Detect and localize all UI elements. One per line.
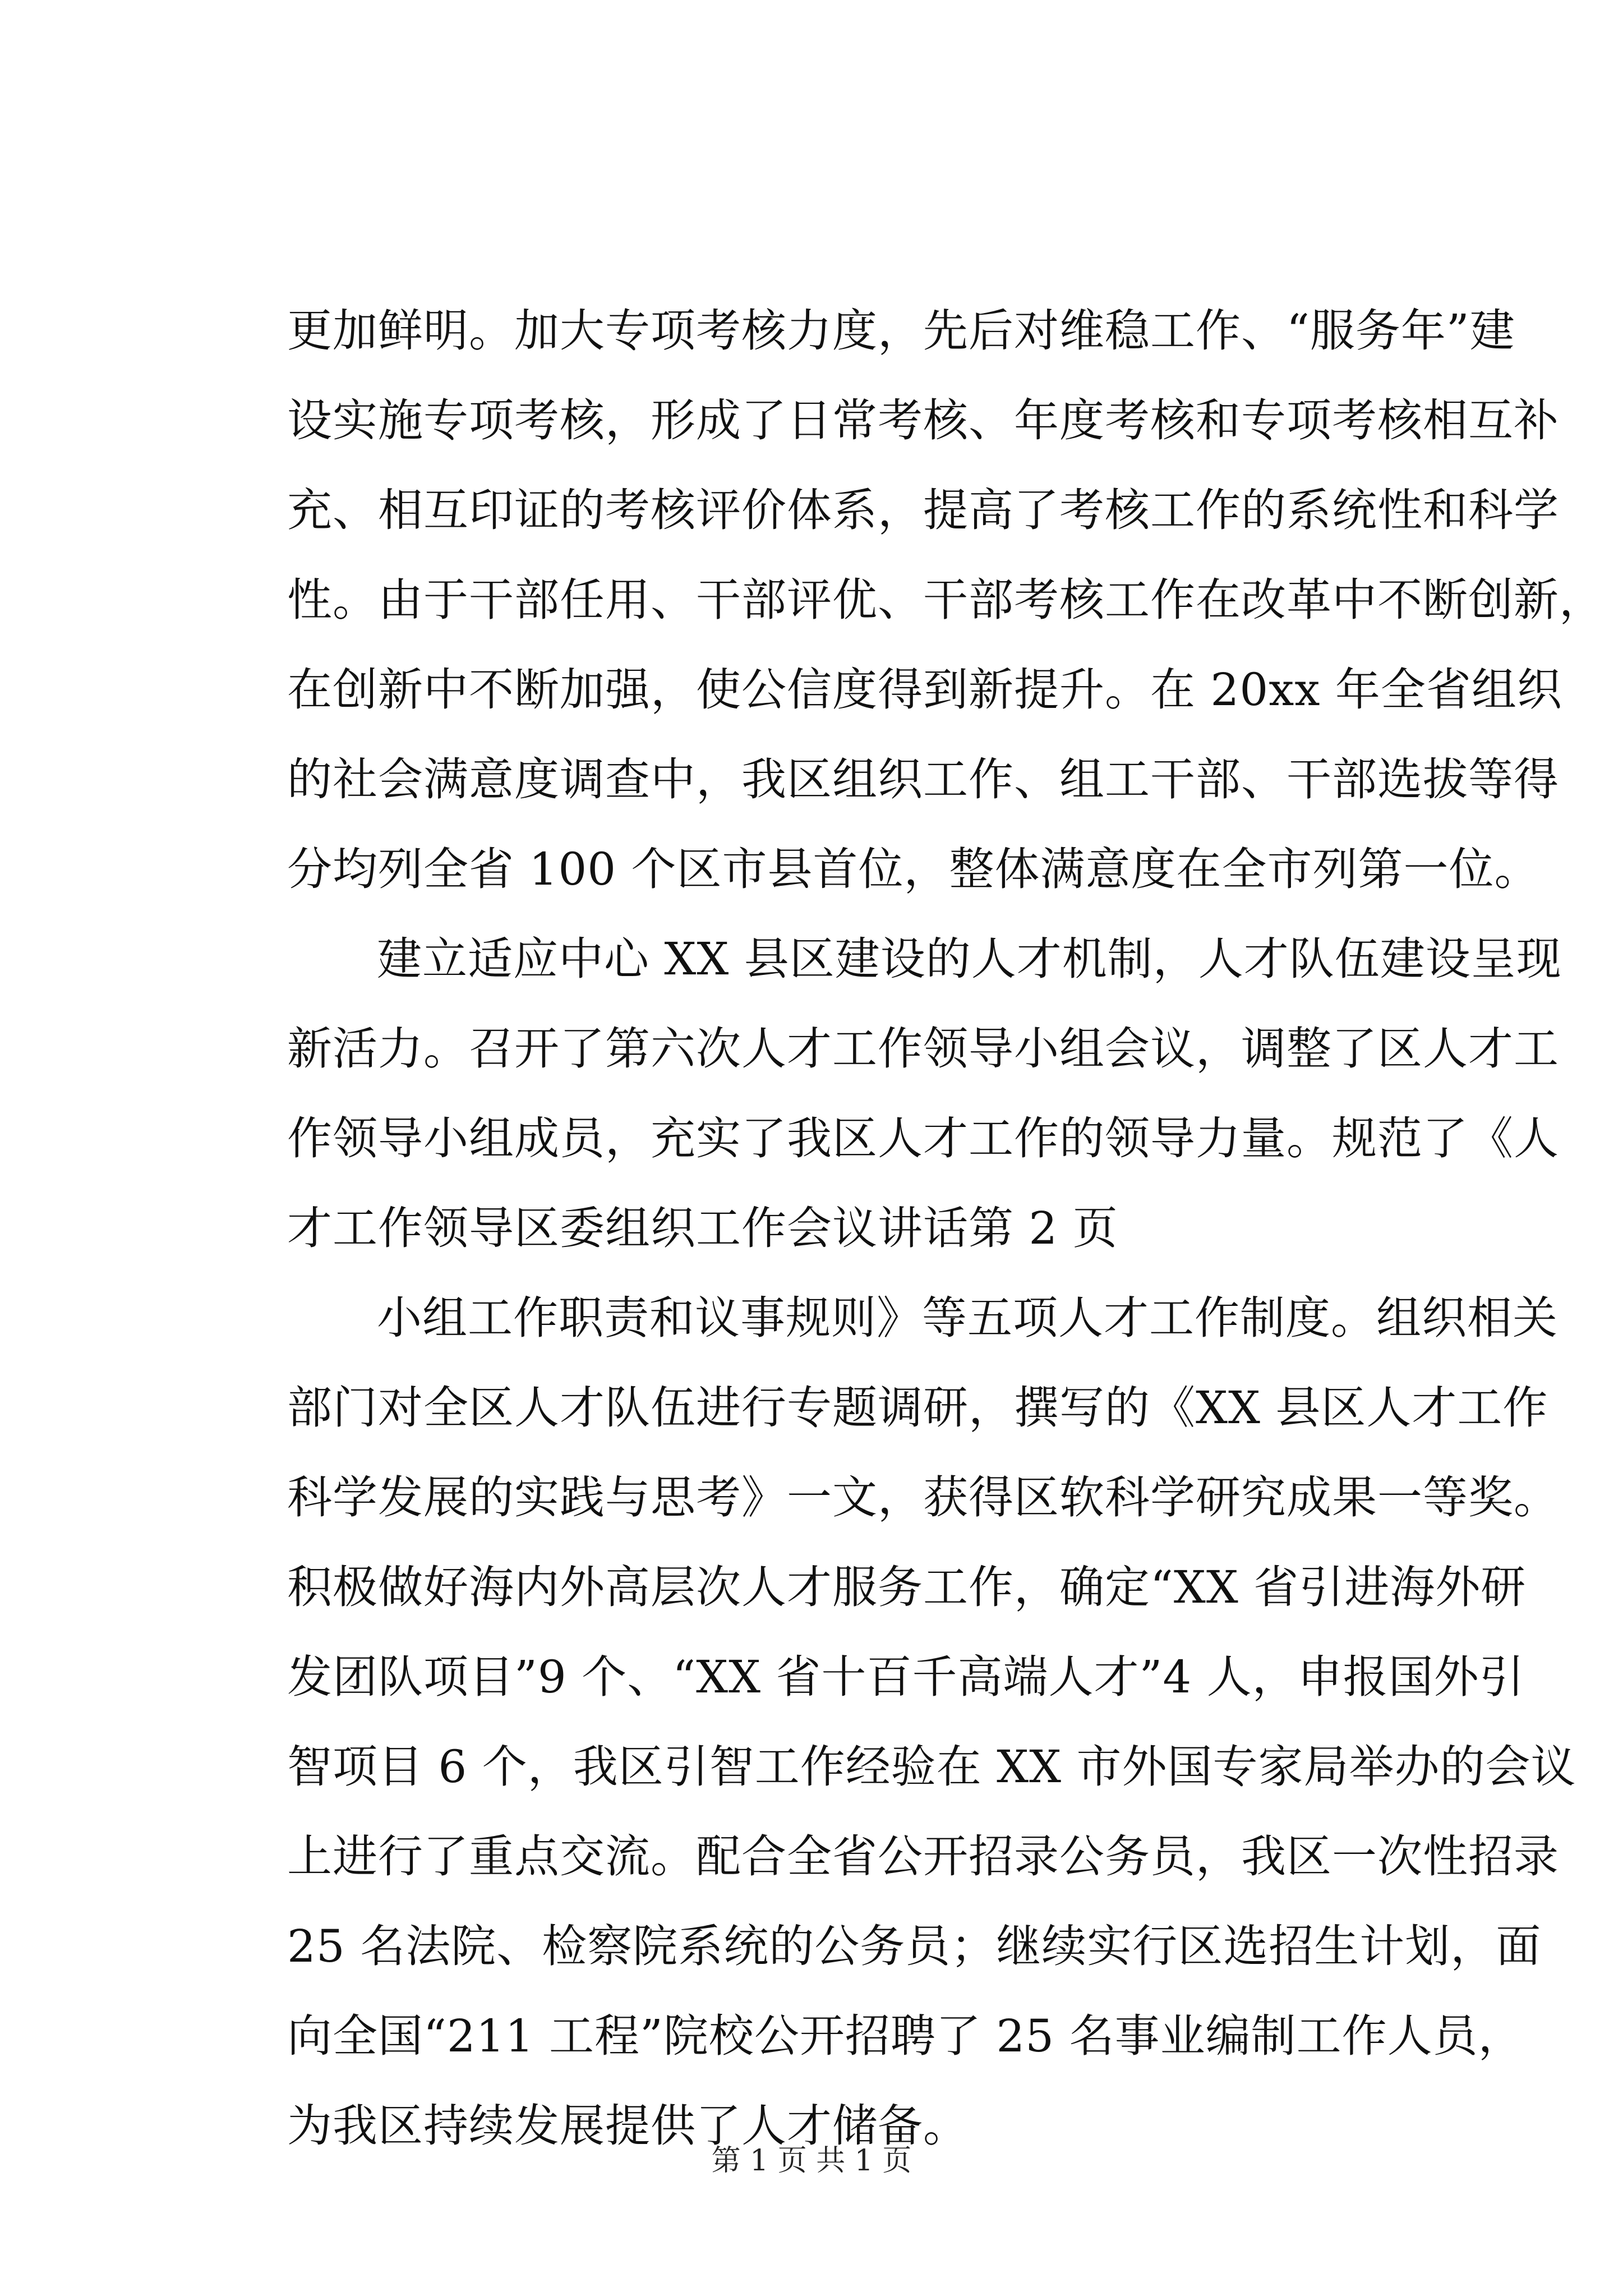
text-line: 才工作领导区委组织工作会议讲话第 2 页 (287, 1202, 1118, 1254)
text-line: 分均列全省 100 个区市县首位，整体满意度在全市列第一位。 (287, 843, 1540, 895)
text-line: 在创新中不断加强，使公信度得到新提升。在 20xx 年全省组织 (287, 664, 1562, 716)
text-line: 向全国“211 工程”院校公开招聘了 25 名事业编制工作人员， (287, 2010, 1524, 2062)
text-line: 充、相互印证的考核评价体系，提高了考核工作的系统性和科学 (287, 484, 1559, 536)
text-line: 设实施专项考核，形成了日常考核、年度考核和专项考核相互补 (287, 394, 1559, 447)
text-line: 上进行了重点交流。配合全省公开招录公务员，我区一次性招录 (287, 1830, 1559, 1883)
paragraph-start-line: 建立适应中心 XX 县区建设的人才机制，人才队伍建设呈现 (377, 933, 1562, 985)
text-line: 更加鲜明。加大专项考核力度，先后对维稳工作、“服务年”建 (287, 305, 1515, 357)
text-line: 积极做好海内外高层次人才服务工作，确定“XX 省引进海外研 (287, 1561, 1527, 1613)
text-line: 科学发展的实践与思考》一文，获得区软科学研究成果一等奖。 (287, 1471, 1559, 1524)
text-line: 智项目 6 个，我区引智工作经验在 XX 市外国专家局举办的会议 (287, 1741, 1576, 1793)
text-line: 作领导小组成员，充实了我区人才工作的领导力量。规范了《人 (287, 1112, 1559, 1165)
text-line: 为我区持续发展提供了人才储备。 (287, 2100, 969, 2152)
text-line: 发团队项目”9 个、“XX 省十百千高端人才”4 人，申报国外引 (287, 1651, 1525, 1703)
text-line: 的社会满意度调查中，我区组织工作、组工干部、干部选拔等得 (287, 753, 1559, 806)
text-line: 25 名法院、检察院系统的公务员；继续实行区选招生计划，面 (287, 1920, 1542, 1972)
text-line: 新活力。召开了第六次人才工作领导小组会议，调整了区人才工 (287, 1023, 1559, 1075)
paragraph-start-line: 小组工作职责和议事规则》等五项人才工作制度。组织相关 (377, 1292, 1558, 1344)
text-line: 部门对全区人才队伍进行专题调研，撰写的《XX 县区人才工作 (287, 1382, 1548, 1434)
page-number-footer: 第 1 页 共 1 页 (711, 2144, 912, 2178)
text-line: 性。由于干部任用、干部评优、干部考核工作在改革中不断创新， (287, 574, 1604, 626)
